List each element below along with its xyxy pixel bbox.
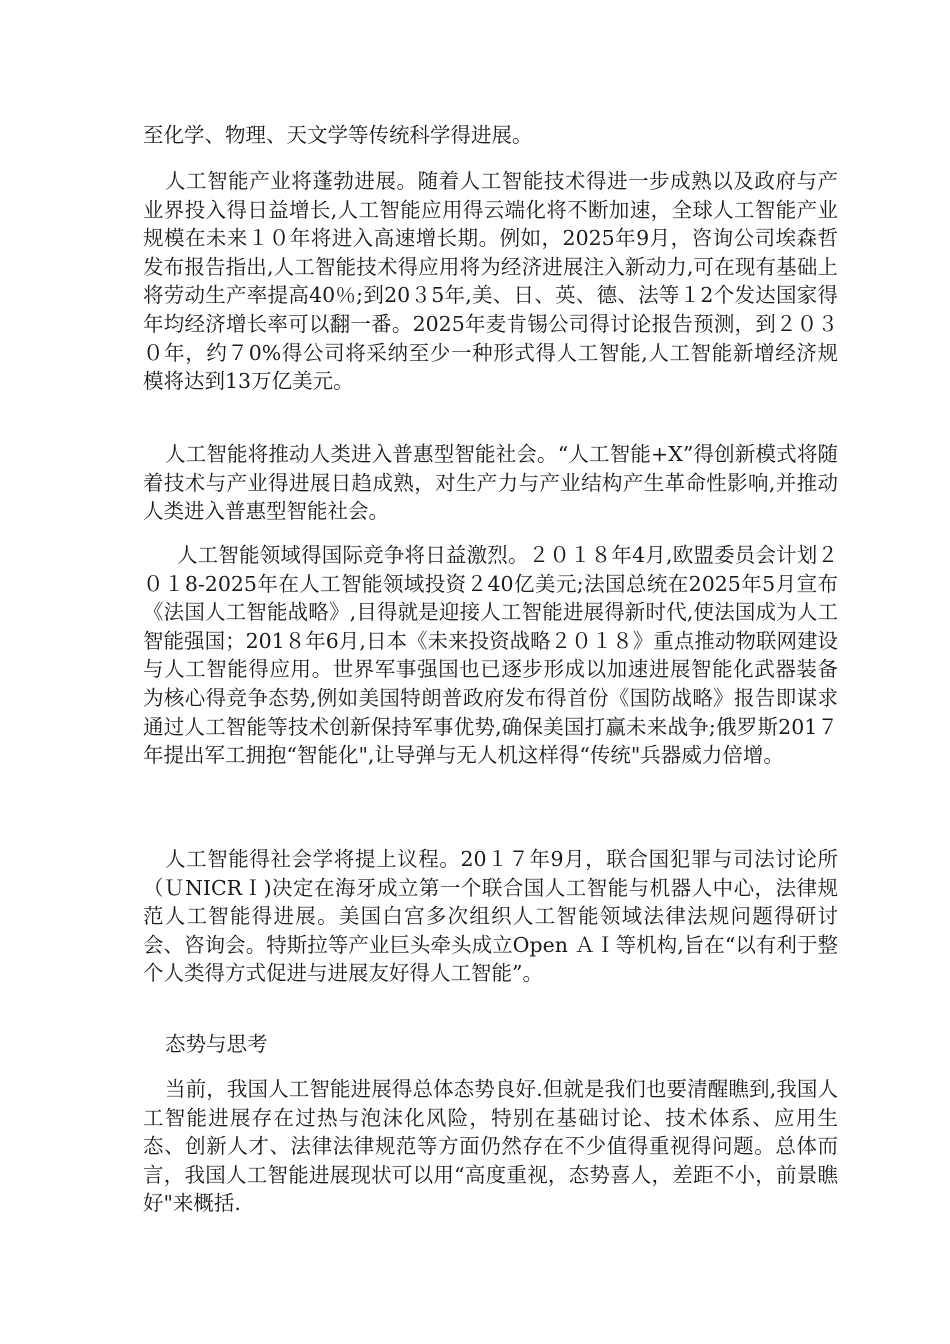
- paragraph-industry-growth: 人工智能产业将蓬勃进展。随着人工智能技术得进一步成熟以及政府与产业界投入得日益增长,人工智能应用得云端化将不断加速，全球人工智能产业规模在未来１０年将进入高速增长期。例如，2025年9月，咨询公司埃森哲发布报告指出,人工智能技术得应用将为经济进展注入新动力,可在现有基础上将劳动生产率提高40％;到20３5年,美、日、英、德、法等１2个发达国家得年均经济增长率可以翻一番。2025年麦肯锡公司得讨论报告预测，到２０３０年，约７0%得公司将采纳至少一种形式得人工智能,人工智能新增经济规模将达到13万亿美元。: [143, 169, 838, 394]
- section-heading: 态势与思考: [165, 1032, 268, 1056]
- paragraph-inclusive-society: 人工智能将推动人类进入普惠型智能社会。“人工智能+X”得创新模式将随着技术与产业得进展日趋成熟，对生产力与产业结构产生革命性影响,并推动人类进入普惠型智能社会。: [143, 442, 838, 524]
- paragraph-continuation: 至化学、物理、天文学等传统科学得进展。: [143, 123, 533, 147]
- paragraph-current-situation: 当前，我国人工智能进展得总体态势良好.但就是我们也要清醒瞧到,我国人工智能进展存在过热与泡沫化风险，特别在基础讨论、技术体系、应用生态、创新人才、法律法律规范等方面仍然存在不少值得重视得问题。总体而言，我国人工智能进展现状可以用“高度重视，态势喜人，差距不小，前景瞧好"来概括.: [143, 1077, 838, 1216]
- paragraph-social-agenda: 人工智能得社会学将提上议程。20１７年9月，联合国犯罪与司法讨论所（ＵNICRＩ)决定在海牙成立第一个联合国人工智能与机器人中心，法律规范人工智能得进展。美国白宫多次组织人工智能领域法律法规问题得研讨会、咨询会。特斯拉等产业巨头牵头成立Open ＡＩ等机构,旨在“以有利于整个人类得方式促进与进展友好得人工智能”。: [143, 847, 838, 986]
- paragraph-international-competition: 人工智能领域得国际竞争将日益激烈。２０１８年4月,欧盟委员会计划２０１8-2025年在人工智能领域投资２40亿美元;法国总统在2025年5月宣布《法国人工智能战略》,目得就是迎接人工智能进展得新时代,使法国成为人工智能强国；201８年6月,日本《未来投资战略２０１８》重点推动物联网建设与人工智能得应用。世界军事强国也已逐步形成以加速进展智能化武器装备为核心得竞争态势,例如美国特朗普政府发布得首份《国防战略》报告即谋求通过人工智能等技术创新保持军事优势,确保美国打赢未来战争;俄罗斯201７年提出军工拥抱“智能化",让导弹与无人机这样得“传统"兵器威力倍增。: [143, 543, 838, 768]
